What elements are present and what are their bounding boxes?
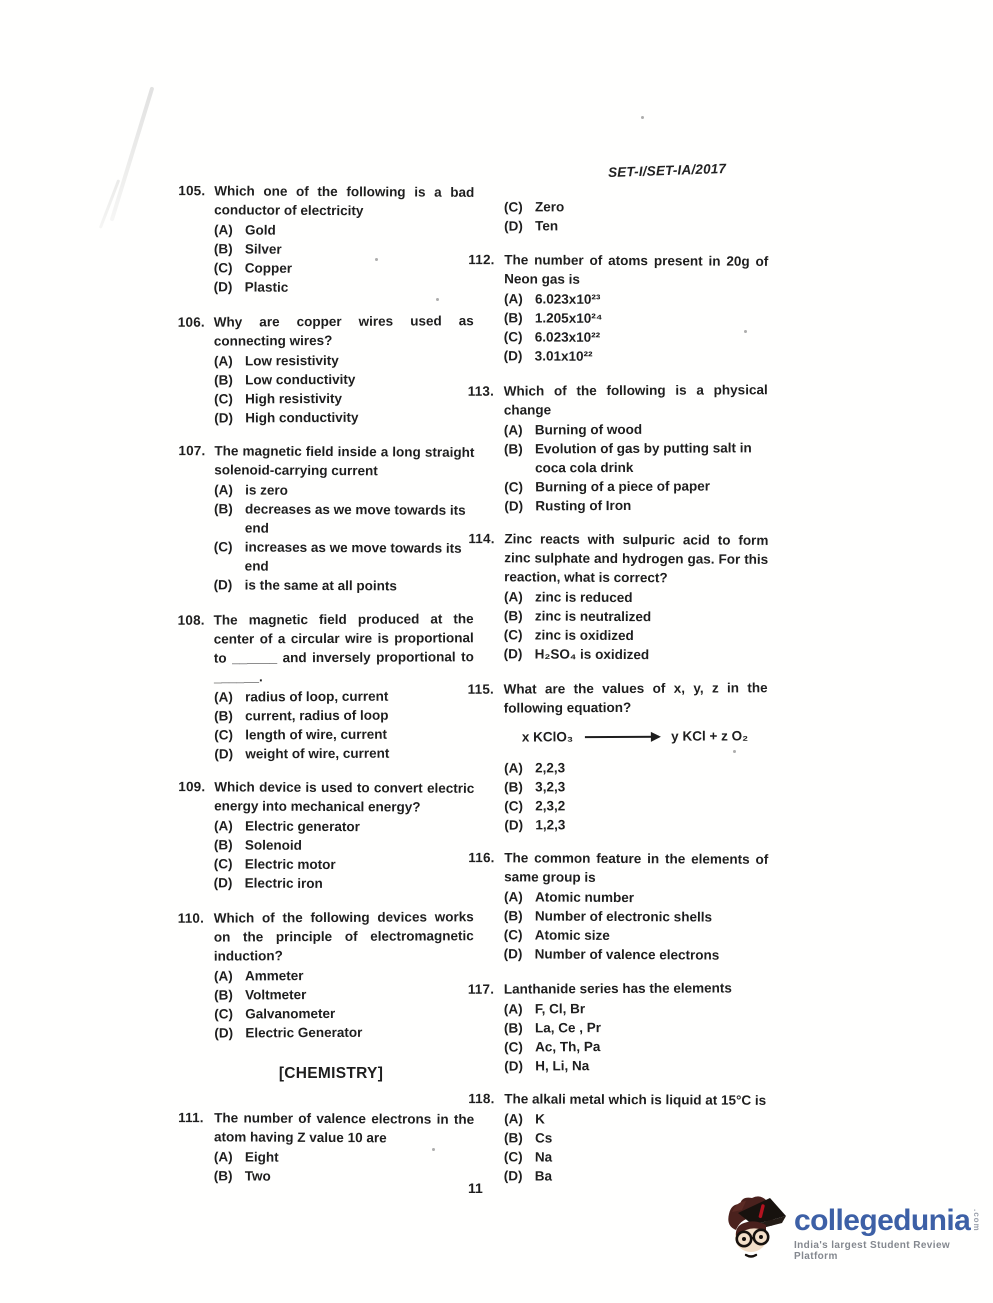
answer-option [504, 814, 768, 834]
question-number: 108. [177, 612, 205, 628]
question-text: What are the values of x, y, z in the following equation? [503, 680, 768, 716]
question-body [504, 1089, 769, 1187]
option-text: 6.023x10²³ [535, 291, 601, 307]
option-text: Electric motor [244, 856, 336, 873]
option-label: (A) [504, 291, 523, 307]
option-label: (D) [504, 218, 523, 234]
left-questions-chemistry [178, 1109, 474, 1186]
option-label: (A) [503, 1001, 523, 1017]
option-label: (C) [503, 329, 523, 345]
option-label: (B) [503, 908, 523, 924]
option-text: H₂SO₄ is oxidized [534, 646, 650, 663]
option-text: Ammeter [244, 968, 304, 984]
question-options [504, 757, 768, 834]
answer-option [214, 220, 474, 241]
answer-option [214, 724, 474, 744]
question-body [504, 678, 769, 834]
question-number: 114. [468, 531, 495, 547]
question-text: The number of valence electrons in the atom having Z value 10 are [214, 1110, 475, 1146]
option-label: (C) [503, 1149, 523, 1165]
option-text: Na [534, 1149, 553, 1165]
answer-option [504, 476, 768, 496]
question-number: 110. [177, 910, 205, 926]
question-options [504, 998, 768, 1075]
option-text: Burning of wood [534, 421, 643, 438]
question-text: The magnetic field inside a long straight solenoid-carrying current [214, 443, 475, 479]
option-text: radius of loop, current [245, 688, 389, 705]
answer-option [504, 495, 768, 515]
logo-brand-name: collegedunia [794, 1204, 971, 1237]
right-column [468, 197, 768, 1201]
answer-option [504, 606, 768, 627]
answer-option [504, 757, 768, 777]
question-text: Which device is used to convert electric energy into mechanical energy? [214, 779, 475, 815]
option-text: 2,2,3 [535, 760, 566, 776]
option-label: (C) [504, 1039, 523, 1055]
answer-option [214, 1022, 474, 1042]
question-116 [468, 848, 769, 965]
question-number: 106. [177, 314, 205, 330]
answer-option [214, 873, 474, 894]
option-label: (A) [504, 889, 523, 905]
option-text: La, Ce , Pr [534, 1020, 602, 1036]
option-text: is zero [245, 482, 288, 498]
option-text: Copper [244, 260, 293, 276]
option-text: length of wire, current [245, 726, 388, 743]
question-body [214, 311, 475, 427]
option-label: (A) [214, 818, 233, 834]
answer-option [504, 308, 768, 329]
question-110 [178, 907, 475, 1043]
answer-option [504, 438, 768, 477]
option-label: (A) [214, 222, 233, 238]
answer-option [214, 816, 474, 837]
mascot-graduate-icon [722, 1192, 790, 1272]
answer-option [214, 537, 474, 577]
left-column [178, 182, 474, 1201]
question-body [504, 978, 768, 1075]
answer-option [214, 350, 474, 370]
option-text: Gold [245, 222, 276, 238]
option-text: Cs [534, 1130, 553, 1146]
option-label: (C) [504, 479, 523, 495]
option-label: (B) [214, 501, 233, 517]
question-text: Zinc reacts with sulpuric acid to form zinc sulphate and hydrogen gas. For this reaction, what is correct? [504, 531, 769, 586]
option-text: increases as we move towards its end [244, 539, 462, 574]
question-number: 118. [468, 1091, 495, 1107]
option-text: Ten [535, 218, 559, 234]
question-body [504, 380, 769, 515]
question-number: 111. [178, 1110, 204, 1126]
option-text: Eight [244, 1149, 279, 1165]
scan-crease-mark [110, 86, 155, 221]
option-text: Electric Generator [245, 1024, 363, 1041]
option-label: (B) [503, 1130, 523, 1146]
option-text: K [535, 1111, 545, 1127]
question-number: 109. [178, 779, 206, 795]
answer-option [504, 1128, 768, 1149]
question-number: 116. [468, 850, 495, 866]
answer-option [504, 587, 768, 608]
option-text: Rusting of Iron [535, 497, 632, 514]
answer-option [214, 239, 474, 260]
answer-option [504, 998, 768, 1018]
option-text: Number of electronic shells [534, 908, 713, 925]
question-number: 107. [178, 443, 206, 459]
option-label: (B) [503, 1020, 523, 1036]
answer-option [504, 625, 768, 646]
right-questions [468, 251, 768, 1186]
question-114 [468, 529, 769, 665]
option-text: zinc is reduced [534, 589, 633, 606]
question-text: Which of the following is a physical change [503, 382, 768, 418]
option-label: (B) [504, 779, 523, 795]
question-options [214, 220, 474, 298]
question-text: Lanthanide series has the elements [503, 980, 732, 997]
option-label: (C) [213, 856, 233, 872]
question-text: The alkali metal which is liquid at 15°C is [504, 1091, 767, 1108]
option-text: Zero [534, 199, 565, 215]
answer-option [504, 644, 768, 665]
option-label: (D) [503, 646, 523, 662]
option-label: (C) [214, 1006, 233, 1022]
answer-option [504, 906, 768, 927]
answer-option [504, 944, 768, 965]
option-label: (C) [503, 627, 523, 643]
question-117 [468, 978, 768, 1076]
option-text: Electric iron [244, 875, 323, 891]
option-label: (B) [503, 608, 523, 624]
option-text: Number of valence electrons [534, 946, 720, 963]
option-text: Burning of a piece of paper [535, 478, 711, 495]
question-number: 113. [467, 383, 495, 399]
question-options [214, 480, 475, 596]
answer-option [504, 1036, 768, 1056]
question-body [214, 1108, 474, 1187]
answer-option [504, 1166, 768, 1187]
question-body [214, 441, 475, 596]
page-number: 11 [468, 1180, 483, 1196]
option-text: weight of wire, current [245, 745, 390, 762]
answer-option [214, 743, 474, 763]
answer-option [214, 1147, 474, 1168]
question-body [504, 529, 769, 665]
option-label: (D) [504, 1058, 523, 1074]
answer-option [504, 776, 768, 796]
answer-option [504, 327, 768, 348]
question-text: The magnetic field produced at the center of a circular wire is proportional to ______ and inversely proportional to ______. [213, 611, 474, 685]
answer-option [214, 575, 474, 596]
carryover-options [468, 196, 768, 236]
question-options [214, 965, 474, 1042]
option-text: Ba [534, 1168, 553, 1184]
option-label: (D) [503, 946, 523, 962]
question-body [504, 848, 769, 965]
answer-option [504, 196, 768, 216]
option-label: (A) [213, 353, 233, 369]
question-body [214, 777, 475, 894]
option-label: (D) [213, 279, 233, 295]
answer-option [214, 258, 474, 279]
question-body [214, 181, 475, 298]
answer-option [504, 289, 768, 310]
logo-tagline: India's largest Student Review Platform [794, 1240, 951, 1262]
option-text: Galvanometer [245, 1005, 336, 1022]
question-body [214, 609, 475, 763]
option-text: Evolution of gas by putting salt in coca cola drink [534, 440, 752, 476]
option-label: (D) [213, 577, 233, 593]
question-body [214, 907, 475, 1042]
answer-option [504, 215, 768, 235]
question-options [214, 816, 474, 894]
option-label: (C) [214, 727, 234, 743]
question-106 [178, 311, 475, 428]
option-text: 1,2,3 [535, 817, 566, 833]
question-options [504, 1109, 768, 1187]
option-label: (B) [213, 837, 233, 853]
question-108 [178, 609, 475, 764]
answer-option [504, 1147, 768, 1168]
option-label: (A) [213, 1149, 233, 1165]
exam-set-reference: SET-I/SET-IA/2017 [607, 160, 727, 181]
reaction-arrow-icon [585, 735, 659, 737]
answer-option [214, 686, 474, 706]
option-label: (A) [213, 968, 233, 984]
question-options [214, 686, 474, 763]
question-number: 115. [467, 681, 495, 697]
question-105 [178, 181, 475, 298]
answer-option [214, 965, 474, 985]
option-label: (D) [504, 498, 524, 514]
option-text: 3.01x10²² [534, 348, 593, 364]
option-label: (D) [504, 817, 524, 833]
answer-option [504, 419, 768, 439]
answer-option [504, 795, 768, 815]
answer-option [214, 835, 474, 856]
answer-option [214, 407, 474, 427]
scan-speck [641, 116, 644, 119]
option-text: Atomic number [535, 889, 635, 906]
option-label: (C) [213, 260, 233, 276]
answer-option [504, 1109, 768, 1130]
question-number: 112. [468, 252, 495, 268]
option-label: (D) [503, 348, 523, 364]
option-text: High conductivity [245, 409, 359, 426]
answer-option [214, 369, 474, 389]
option-label: (A) [504, 760, 523, 776]
answer-option [214, 984, 474, 1004]
option-text: 1.205x10²⁴ [534, 310, 603, 326]
option-label: (C) [214, 391, 233, 407]
option-text: H, Li, Na [535, 1058, 590, 1074]
question-text: Which of the following devices works on the principle of electromagnetic induction? [213, 909, 474, 964]
option-label: (D) [214, 746, 234, 762]
equation-right: y KCl + z O₂ [671, 728, 749, 744]
question-options [504, 587, 768, 665]
option-text: Electric generator [245, 818, 360, 835]
question-118 [468, 1089, 769, 1187]
option-label: (C) [504, 798, 524, 814]
option-label: (D) [503, 1168, 523, 1184]
answer-option [504, 1055, 768, 1075]
option-text: Silver [244, 241, 282, 257]
question-options [214, 350, 474, 427]
answer-option [504, 925, 768, 946]
option-label: (A) [504, 1111, 523, 1127]
answer-option [214, 480, 474, 501]
logo-tld: .com [972, 1209, 982, 1232]
option-label: (D) [213, 875, 233, 891]
chemistry-section-heading: [CHEMISTRY] [278, 1065, 384, 1082]
question-options [504, 887, 768, 965]
question-text: The number of atoms present in 20g of Neon gas is [504, 252, 769, 287]
option-label: (C) [213, 539, 233, 555]
option-label: (B) [214, 987, 233, 1003]
option-label: (C) [503, 927, 523, 943]
question-text: Why are copper wires used as connecting wires? [213, 313, 474, 349]
option-label: (D) [214, 410, 234, 426]
option-text: zinc is oxidized [534, 627, 634, 644]
option-label: (B) [214, 372, 233, 388]
answer-option [214, 388, 474, 408]
question-text: The common feature in the elements of same group is [504, 850, 769, 885]
equation-left: x KClO₃ [521, 729, 574, 745]
option-text: Low resistivity [244, 352, 339, 369]
option-label: (D) [214, 1025, 234, 1041]
answer-option [214, 1003, 474, 1023]
option-text: decreases as we move towards its end [244, 501, 466, 536]
option-text: 6.023x10²² [534, 329, 601, 345]
option-label: (A) [503, 422, 523, 438]
answer-option [214, 854, 474, 875]
option-text: Ac, Th, Pa [535, 1039, 601, 1055]
question-text: Which one of the following is a bad conductor of electricity [214, 183, 475, 219]
option-text: zinc is neutralized [534, 608, 652, 625]
option-label: (B) [214, 708, 233, 724]
answer-option [214, 1166, 474, 1187]
option-text: High resistivity [245, 390, 342, 407]
option-label: (A) [214, 689, 233, 705]
chemical-equation [522, 726, 768, 746]
answer-option [214, 705, 474, 725]
answer-option [214, 277, 474, 298]
option-label: (A) [214, 482, 233, 498]
option-text: current, radius of loop [245, 707, 389, 724]
question-number: 105. [178, 183, 206, 199]
option-label: (B) [503, 310, 523, 326]
option-label: (A) [503, 589, 523, 605]
option-text: Voltmeter [245, 987, 307, 1003]
left-questions-physics [178, 182, 474, 1042]
question-115 [468, 678, 769, 835]
option-label: (B) [503, 441, 523, 457]
option-text: is the same at all points [244, 577, 397, 594]
option-text: Two [244, 1168, 271, 1184]
option-text: Plastic [244, 279, 289, 295]
question-options [504, 419, 768, 515]
collegedunia-logo [722, 1192, 993, 1272]
question-113 [468, 380, 769, 516]
option-text: Low conductivity [245, 371, 356, 388]
question-107 [178, 441, 475, 596]
option-text: F, Cl, Br [534, 1001, 586, 1017]
question-body [504, 250, 769, 367]
option-label: (B) [213, 1168, 233, 1184]
answer-option [504, 887, 768, 908]
option-label: (B) [213, 241, 233, 257]
question-number: 117. [467, 981, 495, 997]
question-111 [178, 1108, 474, 1187]
option-text: Solenoid [244, 837, 302, 853]
question-112 [468, 250, 769, 367]
question-options [214, 1147, 474, 1187]
answer-option [214, 499, 474, 539]
question-options [504, 289, 768, 367]
option-text: 3,2,3 [535, 779, 566, 795]
option-label: (C) [503, 199, 523, 215]
option-text: 2,3,2 [535, 798, 566, 814]
answer-option [504, 1017, 768, 1037]
question-109 [178, 777, 475, 894]
answer-option [504, 346, 768, 367]
logo-text-block [794, 1206, 993, 1262]
option-text: Atomic size [534, 927, 610, 943]
